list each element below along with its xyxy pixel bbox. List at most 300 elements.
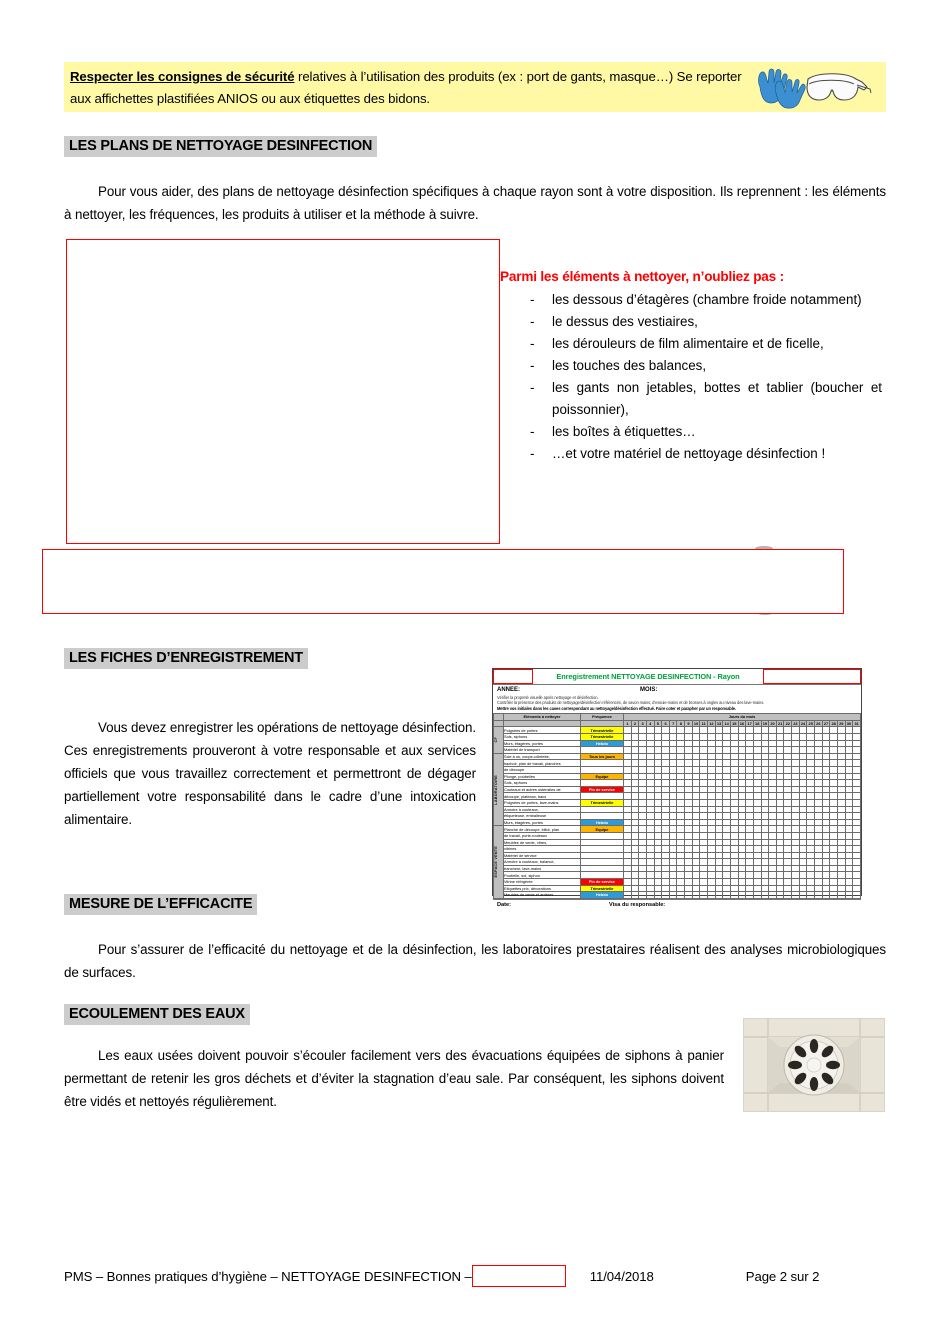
paragraph-plans	[64, 180, 886, 226]
day-cell	[815, 780, 823, 787]
day-cell	[654, 793, 662, 800]
paragraph-efficacite-text: Pour s’assurer de l’efficacité du nettoyage et de la désinfection, les laboratoires prestataires réalisent des analyses microbiologiques de surfaces.	[64, 942, 886, 980]
day-cell	[654, 773, 662, 780]
day-cell	[853, 734, 861, 741]
day-cell	[715, 786, 723, 793]
day-cell	[753, 734, 761, 741]
day-cell	[669, 727, 677, 734]
day-cell	[677, 859, 685, 866]
day-cell	[746, 753, 754, 760]
day-cell	[639, 892, 647, 899]
day-cell	[692, 872, 700, 879]
cell-element: découpe, plateaux, bacs	[504, 793, 581, 800]
day-cell	[708, 813, 716, 820]
day-header: 4	[646, 720, 654, 727]
day-cell	[853, 839, 861, 846]
day-cell	[822, 832, 830, 839]
day-cell	[685, 826, 693, 833]
day-cell	[837, 859, 845, 866]
sheet-visa-label: Visa du responsable:	[609, 901, 666, 908]
day-cell	[776, 865, 784, 872]
day-header: 30	[846, 721, 852, 726]
day-cell	[685, 760, 693, 767]
day-cell	[662, 806, 670, 813]
day-header: 14	[724, 721, 729, 726]
day-cell	[753, 852, 761, 859]
day-header: 23	[793, 721, 798, 726]
sheet-annee-label: ANNEE:	[497, 687, 521, 693]
table-row	[494, 892, 861, 899]
day-cell	[784, 859, 792, 866]
day-cell	[807, 799, 815, 806]
day-cell	[662, 872, 670, 879]
day-cell	[669, 773, 677, 780]
cell-element: vitrines	[504, 846, 581, 853]
day-cell	[784, 819, 792, 826]
day-cell	[692, 727, 700, 734]
row-group-label: CF	[494, 727, 504, 753]
sheet-table	[493, 713, 861, 899]
day-cell	[708, 786, 716, 793]
cell-element: de découpe	[504, 766, 581, 773]
day-cell	[776, 727, 784, 734]
day-header: 5	[654, 720, 662, 727]
day-cell	[815, 879, 823, 886]
day-cell	[646, 865, 654, 872]
day-cell	[715, 799, 723, 806]
day-cell	[715, 747, 723, 754]
day-cell	[723, 773, 731, 780]
day-cell	[822, 865, 830, 872]
day-cell	[715, 727, 723, 734]
day-cell	[631, 859, 639, 866]
day-cell	[815, 760, 823, 767]
day-cell	[799, 826, 807, 833]
day-cell	[799, 766, 807, 773]
day-cell	[738, 892, 746, 899]
day-cell	[730, 740, 738, 747]
day-cell	[723, 826, 731, 833]
day-header: 13	[716, 721, 722, 726]
day-cell	[692, 799, 700, 806]
day-cell	[662, 846, 670, 853]
day-cell	[815, 806, 823, 813]
day-cell	[769, 780, 777, 787]
day-cell	[799, 813, 807, 820]
day-cell	[669, 865, 677, 872]
cell-element: Murs, étagères, portes	[504, 819, 581, 826]
day-cell	[807, 859, 815, 866]
table-row	[494, 760, 861, 767]
day-cell	[662, 819, 670, 826]
day-cell	[631, 760, 639, 767]
day-cell	[746, 872, 754, 879]
day-cell	[738, 786, 746, 793]
day-cell	[853, 872, 861, 879]
day-cell	[692, 753, 700, 760]
day-cell	[776, 760, 784, 767]
day-cell	[654, 865, 662, 872]
days-row-spacer	[581, 720, 624, 727]
day-cell	[646, 839, 654, 846]
day-cell	[845, 872, 853, 879]
day-cell	[677, 832, 685, 839]
day-cell	[822, 885, 830, 892]
table-row	[494, 773, 861, 780]
day-cell	[723, 780, 731, 787]
day-cell	[845, 885, 853, 892]
day-cell	[738, 747, 746, 754]
day-cell	[776, 773, 784, 780]
day-cell	[685, 839, 693, 846]
day-cell	[761, 780, 769, 787]
day-cell	[807, 740, 815, 747]
day-cell	[776, 753, 784, 760]
day-cell	[700, 727, 708, 734]
day-cell	[715, 773, 723, 780]
day-cell	[730, 734, 738, 741]
day-cell	[837, 852, 845, 859]
cell-frequence: Equipe	[581, 773, 624, 780]
day-cell	[692, 766, 700, 773]
day-cell	[685, 846, 693, 853]
day-cell	[723, 879, 731, 886]
day-cell	[662, 879, 670, 886]
day-cell	[669, 846, 677, 853]
day-cell	[746, 839, 754, 846]
day-cell	[837, 832, 845, 839]
day-cell	[761, 734, 769, 741]
day-cell	[837, 846, 845, 853]
day-cell	[669, 760, 677, 767]
day-cell	[646, 760, 654, 767]
day-cell	[708, 872, 716, 879]
day-cell	[815, 846, 823, 853]
table-row	[494, 766, 861, 773]
day-cell	[807, 780, 815, 787]
safety-banner-rest: relatives à l’utilisation des produits (ex : port de gants, masque…) Se reporter aux affichettes plastifiées ANIOS ou aux étiquettes des bidons.	[70, 69, 742, 106]
day-cell	[631, 766, 639, 773]
day-cell	[646, 806, 654, 813]
day-cell	[708, 793, 716, 800]
day-cell	[730, 832, 738, 839]
day-cell	[837, 740, 845, 747]
day-cell	[837, 766, 845, 773]
day-cell	[738, 852, 746, 859]
day-cell	[677, 766, 685, 773]
day-cell	[753, 780, 761, 787]
paragraph-ecoulement	[64, 1044, 724, 1113]
day-cell	[624, 780, 632, 787]
day-cell	[776, 826, 784, 833]
day-cell	[853, 740, 861, 747]
day-cell	[799, 753, 807, 760]
day-cell	[837, 826, 845, 833]
day-cell	[845, 734, 853, 741]
day-cell	[715, 885, 723, 892]
day-cell	[853, 826, 861, 833]
day-cell	[837, 839, 845, 846]
day-cell	[807, 727, 815, 734]
day-cell	[845, 806, 853, 813]
day-cell	[792, 806, 800, 813]
cell-element: Meubles de vente et arrières	[504, 892, 581, 899]
day-cell	[753, 885, 761, 892]
day-cell	[822, 879, 830, 886]
day-cell	[646, 799, 654, 806]
day-header: 7	[669, 720, 677, 727]
day-cell	[677, 793, 685, 800]
day-cell	[738, 865, 746, 872]
day-cell	[776, 852, 784, 859]
day-cell	[769, 773, 777, 780]
sheet-title: Enregistrement NETTOYAGE DESINFECTION - Rayon	[556, 672, 740, 681]
day-cell	[677, 760, 685, 767]
day-cell	[662, 865, 670, 872]
day-cell	[753, 753, 761, 760]
day-cell	[624, 799, 632, 806]
cell-frequence: Trimestrielle	[581, 799, 624, 806]
day-cell	[700, 766, 708, 773]
day-cell	[685, 799, 693, 806]
day-cell	[700, 852, 708, 859]
day-cell	[692, 813, 700, 820]
day-cell	[845, 879, 853, 886]
day-cell	[685, 793, 693, 800]
day-cell	[685, 832, 693, 839]
day-cell	[761, 885, 769, 892]
day-cell	[830, 865, 838, 872]
day-cell	[662, 885, 670, 892]
day-cell	[723, 734, 731, 741]
day-cell	[799, 859, 807, 866]
day-header: 12	[709, 721, 714, 726]
day-cell	[738, 813, 746, 820]
day-cell	[822, 727, 830, 734]
day-cell	[815, 734, 823, 741]
day-cell	[837, 885, 845, 892]
table-row	[494, 740, 861, 747]
cell-frequence: Fin de service	[581, 879, 624, 886]
day-cell	[784, 766, 792, 773]
day-cell	[723, 813, 731, 820]
day-cell	[815, 747, 823, 754]
day-cell	[631, 852, 639, 859]
day-cell	[715, 872, 723, 879]
day-cell	[677, 813, 685, 820]
day-cell	[624, 879, 632, 886]
day-cell	[723, 753, 731, 760]
day-cell	[776, 819, 784, 826]
day-cell	[822, 793, 830, 800]
day-cell	[723, 806, 731, 813]
day-cell	[837, 786, 845, 793]
day-cell	[761, 773, 769, 780]
day-cell	[654, 740, 662, 747]
sheet-title-bar	[493, 669, 861, 684]
day-cell	[700, 832, 708, 839]
day-cell	[753, 760, 761, 767]
day-cell	[715, 892, 723, 899]
table-row	[494, 727, 861, 734]
day-header: 19	[762, 721, 768, 726]
day-cell	[822, 806, 830, 813]
day-cell	[723, 793, 731, 800]
day-cell	[746, 865, 754, 872]
day-cell	[715, 879, 723, 886]
day-cell	[746, 813, 754, 820]
day-cell	[685, 747, 693, 754]
day-cell	[631, 885, 639, 892]
day-cell	[792, 872, 800, 879]
day-cell	[669, 793, 677, 800]
day-cell	[792, 852, 800, 859]
day-cell	[639, 734, 647, 741]
day-cell	[700, 734, 708, 741]
day-cell	[646, 786, 654, 793]
day-cell	[792, 879, 800, 886]
day-cell	[830, 846, 838, 853]
day-cell	[738, 760, 746, 767]
day-cell	[685, 766, 693, 773]
day-cell	[654, 872, 662, 879]
day-cell	[677, 879, 685, 886]
day-cell	[723, 799, 731, 806]
day-cell	[639, 872, 647, 879]
day-cell	[631, 865, 639, 872]
day-cell	[784, 852, 792, 859]
day-cell	[677, 747, 685, 754]
day-cell	[730, 793, 738, 800]
day-cell	[700, 780, 708, 787]
day-cell	[822, 892, 830, 899]
day-cell	[639, 826, 647, 833]
day-cell	[700, 859, 708, 866]
cell-frequence	[581, 793, 624, 800]
day-header: 25	[808, 721, 813, 726]
day-cell	[708, 799, 716, 806]
day-cell	[746, 826, 754, 833]
day-cell	[646, 734, 654, 741]
day-cell	[677, 892, 685, 899]
day-cell	[692, 780, 700, 787]
gloves-icon	[759, 69, 806, 108]
day-cell	[654, 832, 662, 839]
sheet-date-label: Date:	[497, 901, 511, 908]
day-cell	[746, 799, 754, 806]
callout-list	[500, 289, 882, 465]
day-cell	[815, 753, 823, 760]
day-cell	[853, 819, 861, 826]
day-cell	[830, 859, 838, 866]
day-cell	[776, 793, 784, 800]
day-cell	[769, 846, 777, 853]
day-cell	[815, 865, 823, 872]
day-cell	[738, 806, 746, 813]
day-cell	[708, 832, 716, 839]
day-cell	[730, 760, 738, 767]
day-cell	[853, 760, 861, 767]
day-cell	[807, 839, 815, 846]
day-cell	[822, 859, 830, 866]
day-cell	[708, 885, 716, 892]
day-cell	[830, 872, 838, 879]
day-cell	[799, 879, 807, 886]
day-cell	[792, 760, 800, 767]
table-row	[494, 865, 861, 872]
day-cell	[723, 839, 731, 846]
day-cell	[807, 832, 815, 839]
day-cell	[853, 780, 861, 787]
day-cell	[631, 780, 639, 787]
day-cell	[753, 879, 761, 886]
day-cell	[685, 859, 693, 866]
image-placeholder-box-left	[66, 239, 500, 544]
day-cell	[639, 760, 647, 767]
day-cell	[738, 859, 746, 866]
day-cell	[662, 852, 670, 859]
day-cell	[815, 839, 823, 846]
day-cell	[692, 819, 700, 826]
day-cell	[730, 879, 738, 886]
day-cell	[746, 793, 754, 800]
heading-fiches: LES FICHES D’ENREGISTREMENT	[64, 648, 308, 669]
day-header: 16	[739, 721, 745, 726]
day-cell	[776, 872, 784, 879]
day-cell	[669, 786, 677, 793]
day-cell	[723, 786, 731, 793]
day-cell	[746, 760, 754, 767]
day-cell	[708, 727, 716, 734]
day-cell	[624, 832, 632, 839]
day-cell	[830, 727, 838, 734]
day-cell	[769, 865, 777, 872]
day-cell	[769, 872, 777, 879]
cell-element: de travail, porte-rouleaux	[504, 832, 581, 839]
day-cell	[830, 813, 838, 820]
day-cell	[677, 780, 685, 787]
cell-frequence	[581, 806, 624, 813]
day-cell	[662, 760, 670, 767]
day-cell	[685, 753, 693, 760]
row-group-label: LABORATOIRE	[494, 753, 504, 826]
day-cell	[807, 793, 815, 800]
day-cell	[646, 852, 654, 859]
day-cell	[807, 747, 815, 754]
day-cell	[799, 740, 807, 747]
day-cell	[837, 813, 845, 820]
day-cell	[837, 773, 845, 780]
day-cell	[784, 799, 792, 806]
day-cell	[639, 793, 647, 800]
day-cell	[730, 786, 738, 793]
day-cell	[845, 780, 853, 787]
day-cell	[677, 819, 685, 826]
day-cell	[685, 734, 693, 741]
day-cell	[715, 734, 723, 741]
sheet-annee-mois-row	[493, 684, 861, 694]
day-cell	[784, 747, 792, 754]
day-cell	[639, 786, 647, 793]
cell-element: Etiquettes prix, décorations	[504, 885, 581, 892]
day-header: 2	[631, 720, 639, 727]
day-cell	[769, 786, 777, 793]
table-row	[494, 859, 861, 866]
day-cell	[776, 734, 784, 741]
cell-element: Matériel de service	[504, 852, 581, 859]
day-cell	[799, 832, 807, 839]
day-cell	[708, 740, 716, 747]
